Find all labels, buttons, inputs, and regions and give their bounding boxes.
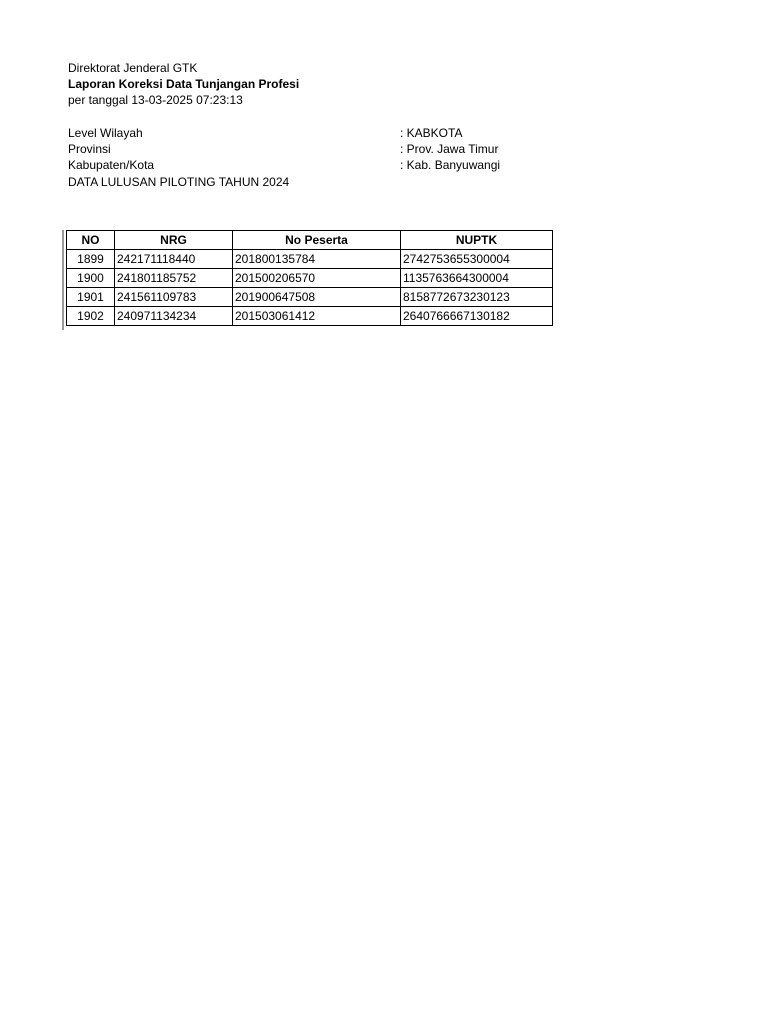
- meta-value-provinsi: : Prov. Jawa Timur: [400, 142, 499, 156]
- table-row: [67, 307, 553, 326]
- header-nuptk: NUPTK: [401, 231, 553, 250]
- cell-nuptk: 2742753655300004: [401, 250, 553, 269]
- meta-label-level: Level Wilayah: [68, 126, 143, 140]
- header-no-peserta: No Peserta: [233, 231, 401, 250]
- report-date: per tanggal 13-03-2025 07:23:13: [68, 93, 243, 107]
- header-no: NO: [67, 231, 115, 250]
- meta-value-level: : KABKOTA: [400, 126, 463, 140]
- meta-label-provinsi: Provinsi: [68, 142, 111, 156]
- cell-nrg: 241801185752: [115, 269, 233, 288]
- sheet-left-border: [62, 230, 64, 330]
- cell-no-peserta: 201500206570: [233, 269, 401, 288]
- meta-value-kabupaten: : Kab. Banyuwangi: [400, 158, 501, 172]
- table-row: [67, 288, 553, 307]
- table-row: [67, 269, 553, 288]
- cell-no: 1902: [67, 307, 115, 326]
- cell-no-peserta: 201503061412: [233, 307, 401, 326]
- table-header-row: [67, 231, 553, 250]
- cell-no: 1899: [67, 250, 115, 269]
- cell-no-peserta: 201800135784: [233, 250, 401, 269]
- section-title: DATA LULUSAN PILOTING TAHUN 2024: [68, 175, 290, 189]
- cell-nrg: 242171118440: [115, 250, 233, 269]
- cell-no: 1900: [67, 269, 115, 288]
- cell-nrg: 241561109783: [115, 288, 233, 307]
- cell-nuptk: 1135763664300004: [401, 269, 553, 288]
- cell-nuptk: 2640766667130182: [401, 307, 553, 326]
- data-table: [66, 230, 553, 326]
- table-row: [67, 250, 553, 269]
- cell-nrg: 240971134234: [115, 307, 233, 326]
- report-title: Laporan Koreksi Data Tunjangan Profesi: [68, 77, 300, 91]
- header-nrg: NRG: [115, 231, 233, 250]
- cell-no-peserta: 201900647508: [233, 288, 401, 307]
- cell-no: 1901: [67, 288, 115, 307]
- org-name: Direktorat Jenderal GTK: [68, 61, 198, 75]
- cell-nuptk: 8158772673230123: [401, 288, 553, 307]
- meta-label-kabupaten: Kabupaten/Kota: [68, 158, 155, 172]
